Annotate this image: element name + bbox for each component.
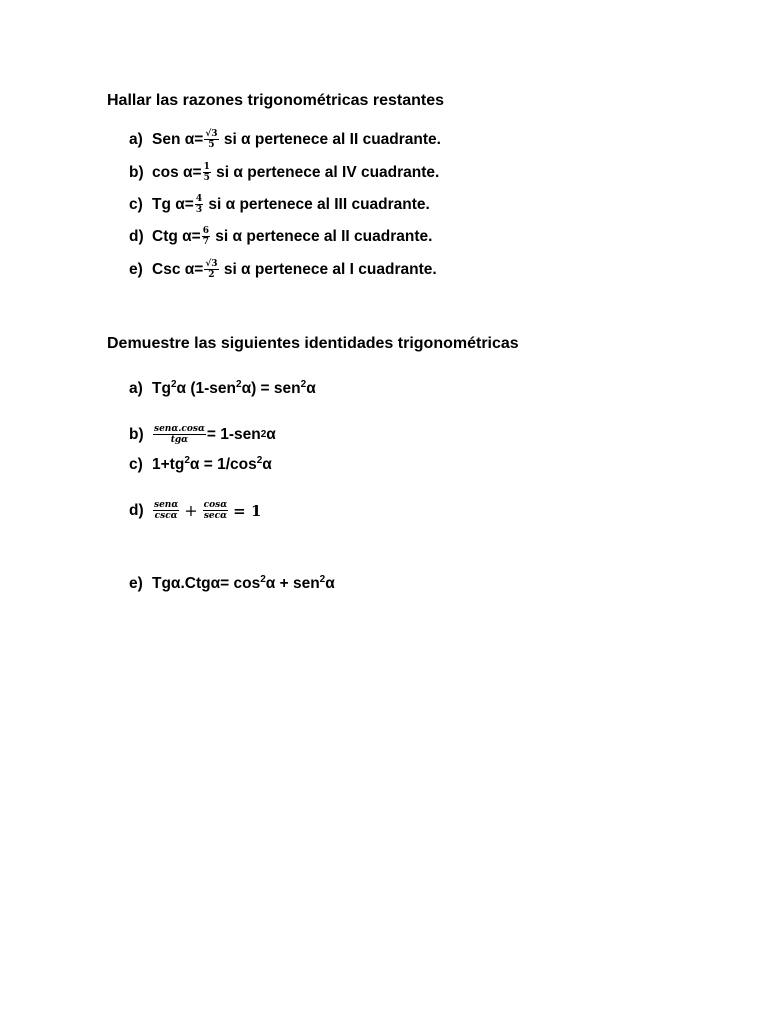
list-item — [129, 194, 430, 215]
item-text: Sen α= $\frac{√3}{5}$ si α pertenece al II cuadrante. — [152, 129, 441, 150]
item-text: $1+tg^2\alpha = 1/\cos^2\alpha$ — [152, 455, 272, 473]
item-label: d) — [129, 501, 144, 519]
section2-title: Demuestre las siguientes identidades trigonométricas — [107, 335, 519, 352]
fraction: $\frac{\text{senα}}{\csc\alpha}$ — [154, 500, 179, 521]
item-text — [152, 500, 261, 521]
list-item — [129, 575, 335, 593]
fraction: $\frac{\text{senα.cosα}}{\text{tgα}}$ — [154, 424, 205, 445]
item-text: Tg$^2$α (1-sen$^2$α) = sen$^2$α — [152, 379, 316, 397]
list-item — [129, 380, 316, 398]
fraction: $\frac{√3}{2}$ — [205, 259, 218, 280]
item-label: b) — [129, 163, 144, 181]
list-item — [129, 129, 441, 150]
item-label: a) — [129, 130, 143, 148]
item-text: $\frac{\text{senα.cosα}}{\text{tgα}}$ = 1-sen 2 α — [154, 424, 276, 445]
fraction: $\frac{4}{3}$ — [195, 194, 203, 215]
item-label: c) — [129, 195, 143, 213]
list-item — [129, 226, 432, 247]
item-label: e) — [129, 260, 143, 278]
list-item — [129, 424, 276, 445]
list-item — [129, 456, 272, 474]
item-label: b) — [129, 425, 144, 443]
list-item — [129, 259, 437, 280]
fraction: $\frac{1}{5}$ — [203, 162, 210, 183]
fraction: $\frac{6}{7}$ — [202, 226, 209, 247]
item-text: Ctg α= $\frac{6}{7}$ si α pertenece al II cuadrante. — [152, 226, 433, 247]
item-text: cos α= $\frac{1}{5}$ si α pertenece al IV cuadrante. — [152, 162, 440, 183]
fraction: $\frac{\cos\alpha}{\sec\alpha}$ — [203, 500, 228, 521]
item-label: a) — [129, 380, 143, 397]
section1-title: Hallar las razones trigonométricas restantes — [107, 92, 445, 109]
item-text: Csc α= $\frac{√3}{2}$ si α pertenece al I cuadrante. — [152, 259, 437, 280]
item-text: $Tg\alpha.Ctg\alpha= \cos^2\alpha + sen^2\alpha$ — [152, 574, 335, 592]
list-item — [129, 162, 439, 183]
fraction: $\frac{√3}{5}$ — [205, 129, 218, 150]
item-label: c) — [129, 456, 143, 473]
item-text: Tg α= $\frac{4}{3}$ si α pertenece al III cuadrante. — [152, 194, 430, 215]
item-label: e) — [129, 575, 143, 592]
list-item — [129, 500, 261, 521]
item-label: d) — [129, 227, 144, 245]
equals-one: = 1 — [233, 501, 262, 520]
plus-sign: + — [184, 501, 198, 520]
